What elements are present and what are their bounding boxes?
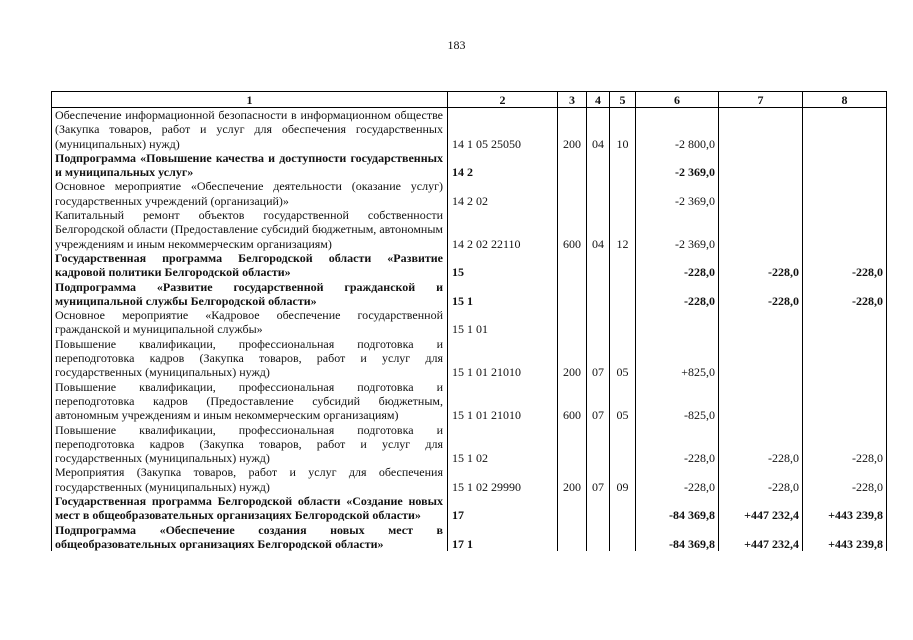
row-subsection [610,280,636,309]
table-row [52,308,887,337]
row-expense-type: 200 [558,108,587,151]
row-expense-type: 200 [558,465,587,494]
row-amount-col6: -228,0 [636,465,719,494]
table-row [52,251,887,280]
row-subsection: 09 [610,465,636,494]
row-amount-col6 [636,308,719,337]
row-section [587,251,610,280]
row-amount-col7 [719,380,803,423]
row-subsection [610,151,636,180]
table-row [52,280,887,309]
row-subsection [610,179,636,208]
row-section: 04 [587,208,610,251]
table-row [52,465,887,494]
row-amount-col7: -228,0 [719,251,803,280]
table-row [52,108,887,151]
table-row [52,208,887,251]
row-expense-type [558,151,587,180]
row-amount-col7: -228,0 [719,465,803,494]
row-amount-col6: -2 369,0 [636,208,719,251]
table-row [52,380,887,423]
row-section: 07 [587,337,610,380]
row-section: 07 [587,380,610,423]
row-section [587,523,610,552]
budget-table [51,91,887,551]
row-code: 14 1 05 25050 [448,108,558,151]
page-number: 183 [447,38,466,52]
row-expense-type: 600 [558,208,587,251]
row-subsection [610,308,636,337]
row-section [587,494,610,523]
row-subsection: 05 [610,337,636,380]
row-expense-type [558,251,587,280]
row-code: 15 1 02 [448,423,558,466]
row-amount-col6: -84 369,8 [636,494,719,523]
row-description: Обеспечение информационной безопасности в информационном обществе (Закупка товаров, работ и услуг для обеспечения государственных (муниципальных) нужд) [52,108,448,151]
table-row [52,523,887,552]
row-description: Мероприятия (Закупка товаров, работ и услуг для обеспечения государственных (муниципальных) нужд) [52,465,448,494]
row-subsection [610,523,636,552]
row-description: Основное мероприятие «Кадровое обеспечение государственной гражданской и муниципальной службы» [52,308,448,337]
row-section: 04 [587,108,610,151]
table-body [52,108,887,552]
row-description: Подпрограмма «Развитие государственной гражданской и муниципальной службы Белгородской области» [52,280,448,309]
row-code: 15 1 01 [448,308,558,337]
row-amount-col7 [719,179,803,208]
row-description: Государственная программа Белгородской области «Создание новых мест в общеобразовательных организациях Белгородской области» [52,494,448,523]
row-amount-col7 [719,308,803,337]
row-amount-col8 [803,308,887,337]
table-row [52,151,887,180]
row-expense-type: 200 [558,337,587,380]
table-row [52,337,887,380]
row-amount-col6: -2 369,0 [636,179,719,208]
row-amount-col7 [719,337,803,380]
row-description: Повышение квалификации, профессиональная подготовка и переподготовка кадров (Закупка товаров, работ и услуг для государственных (муниципальных) нужд) [52,337,448,380]
row-code: 14 2 02 [448,179,558,208]
row-amount-col6: +825,0 [636,337,719,380]
row-amount-col8 [803,151,887,180]
table-row [52,179,887,208]
row-subsection [610,423,636,466]
row-description: Повышение квалификации, профессиональная подготовка и переподготовка кадров (Закупка товаров, работ и услуг для государственных (муниципальных) нужд) [52,423,448,466]
row-amount-col6: -2 369,0 [636,151,719,180]
row-description: Подпрограмма «Обеспечение создания новых мест в общеобразовательных организациях Белгородской области» [52,523,448,552]
col-header-6: 6 [636,92,719,108]
table-header-row [52,92,887,108]
col-header-4: 4 [587,92,610,108]
row-description: Подпрограмма «Повышение качества и доступности государственных и муниципальных услуг» [52,151,448,180]
row-section [587,423,610,466]
row-expense-type [558,280,587,309]
row-expense-type [558,179,587,208]
row-expense-type [558,494,587,523]
row-code: 17 1 [448,523,558,552]
row-amount-col8: -228,0 [803,280,887,309]
row-code: 15 1 01 21010 [448,380,558,423]
row-amount-col7: +447 232,4 [719,494,803,523]
row-code: 17 [448,494,558,523]
row-expense-type: 600 [558,380,587,423]
row-code: 14 2 [448,151,558,180]
row-section [587,179,610,208]
row-amount-col8: -228,0 [803,465,887,494]
row-amount-col6: -228,0 [636,423,719,466]
table-row [52,423,887,466]
row-amount-col8: +443 239,8 [803,523,887,552]
row-description: Капитальный ремонт объектов государственной собственности Белгородской области (Предоставление субсидий бюджетным, автономным учреждениям и иным некоммерческим организациям) [52,208,448,251]
row-amount-col6: -2 800,0 [636,108,719,151]
row-code: 15 [448,251,558,280]
row-code: 15 1 02 29990 [448,465,558,494]
row-amount-col7: -228,0 [719,280,803,309]
row-section [587,308,610,337]
row-amount-col8: -228,0 [803,423,887,466]
row-amount-col7 [719,108,803,151]
row-amount-col8 [803,208,887,251]
row-code: 15 1 01 21010 [448,337,558,380]
col-header-5: 5 [610,92,636,108]
row-amount-col6: -825,0 [636,380,719,423]
col-header-7: 7 [719,92,803,108]
row-amount-col8 [803,179,887,208]
row-section [587,151,610,180]
row-amount-col6: -228,0 [636,251,719,280]
row-amount-col8 [803,380,887,423]
row-section: 07 [587,465,610,494]
table-row [52,494,887,523]
row-amount-col8 [803,337,887,380]
row-amount-col6: -84 369,8 [636,523,719,552]
row-amount-col6: -228,0 [636,280,719,309]
row-expense-type [558,308,587,337]
row-amount-col8: -228,0 [803,251,887,280]
row-expense-type [558,523,587,552]
row-amount-col7: +447 232,4 [719,523,803,552]
row-amount-col7: -228,0 [719,423,803,466]
col-header-1: 1 [52,92,448,108]
row-description: Повышение квалификации, профессиональная подготовка и переподготовка кадров (Предоставление субсидий бюджетным, автономным учреждениям и иным некоммерческим организациям) [52,380,448,423]
col-header-2: 2 [448,92,558,108]
col-header-3: 3 [558,92,587,108]
row-expense-type [558,423,587,466]
row-amount-col8 [803,108,887,151]
row-code: 14 2 02 22110 [448,208,558,251]
row-subsection: 10 [610,108,636,151]
row-subsection [610,494,636,523]
col-header-8: 8 [803,92,887,108]
row-section [587,280,610,309]
row-amount-col8: +443 239,8 [803,494,887,523]
row-subsection: 12 [610,208,636,251]
row-description: Государственная программа Белгородской области «Развитие кадровой политики Белгородской области» [52,251,448,280]
row-code: 15 1 [448,280,558,309]
row-subsection: 05 [610,380,636,423]
row-amount-col7 [719,208,803,251]
row-amount-col7 [719,151,803,180]
row-description: Основное мероприятие «Обеспечение деятельности (оказание услуг) государственных учреждений (организаций)» [52,179,448,208]
row-subsection [610,251,636,280]
